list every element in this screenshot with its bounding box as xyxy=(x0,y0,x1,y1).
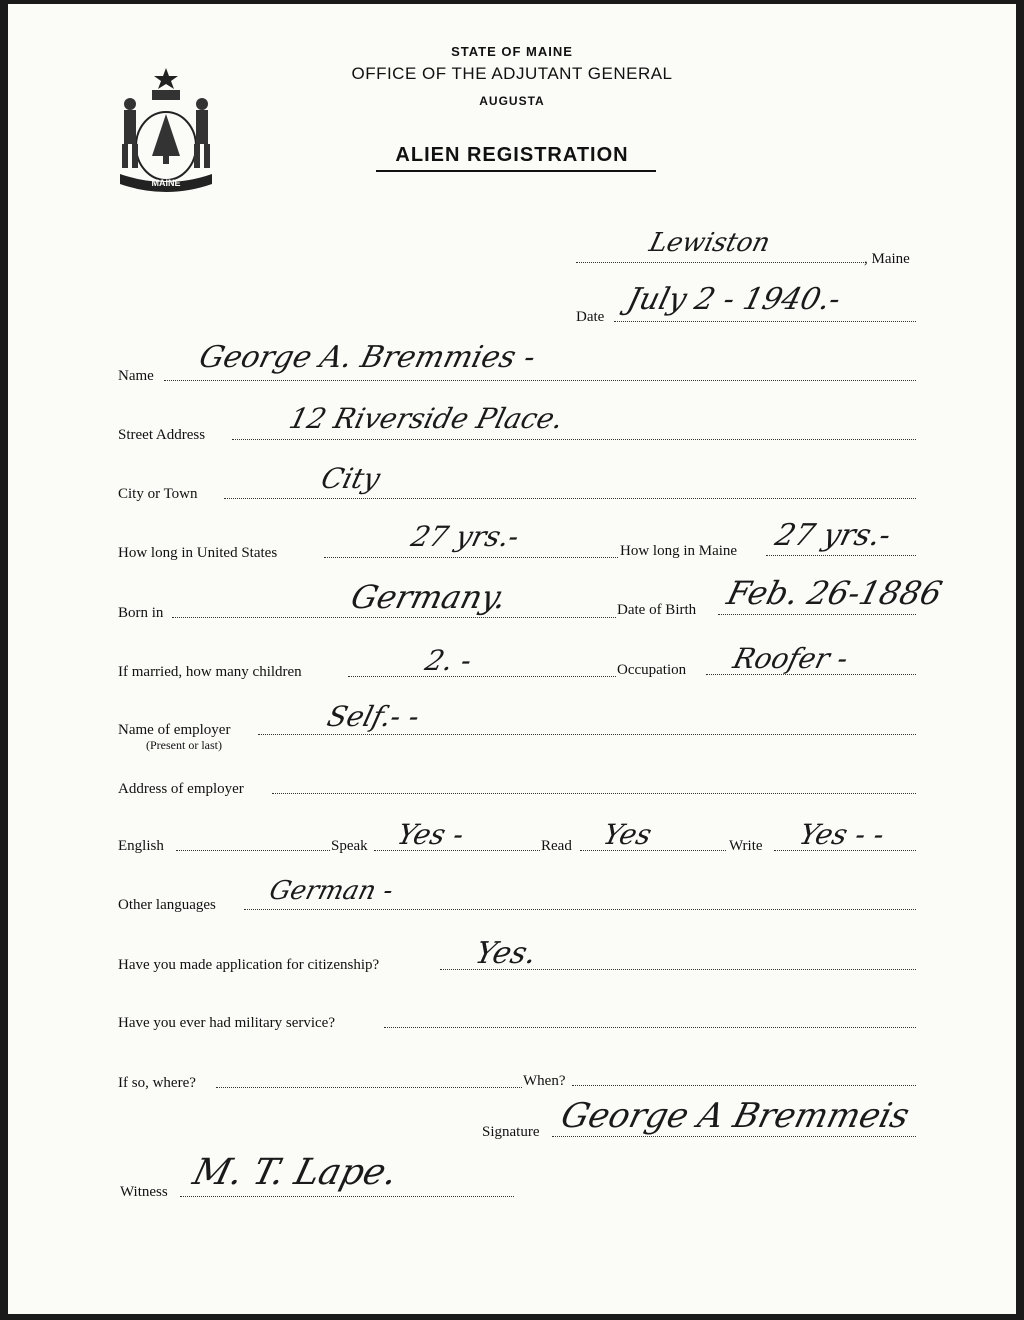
how-long-us-line xyxy=(324,557,618,558)
write-label: Write xyxy=(729,838,763,854)
how-long-maine-line xyxy=(766,555,916,556)
date-line xyxy=(614,321,916,322)
born-in-label: Born in xyxy=(118,605,164,621)
how-long-us-label: How long in United States xyxy=(118,545,278,561)
other-languages-label: Other languages xyxy=(118,897,216,913)
citizenship-label: Have you made application for citizenship? xyxy=(118,957,380,973)
read-label: Read xyxy=(541,838,572,854)
name-value: George A. Bremmies - xyxy=(195,340,540,375)
name-label: Name xyxy=(118,368,154,384)
town-value: Lewiston xyxy=(646,228,774,258)
where-line xyxy=(216,1087,522,1088)
name-line xyxy=(164,380,916,381)
children-line xyxy=(348,676,616,677)
header-state: STATE OF MAINE xyxy=(451,44,573,59)
citizenship-value: Yes. xyxy=(471,936,541,971)
signature-label: Signature xyxy=(482,1124,540,1140)
signature-value: George A Bremmeis xyxy=(557,1096,914,1136)
children-value: 2. - xyxy=(421,644,476,677)
how-long-maine-value: 27 yrs.- xyxy=(771,518,895,553)
when-label: When? xyxy=(523,1073,566,1089)
svg-text:MAINE: MAINE xyxy=(151,178,181,188)
other-languages-value: German - xyxy=(266,876,397,906)
city-line xyxy=(224,498,916,499)
employer-address-label: Address of employer xyxy=(118,781,244,797)
town-line xyxy=(576,262,866,263)
employer-address-line xyxy=(272,793,916,794)
date-label: Date xyxy=(576,309,605,325)
employer-name-label: Name of employer xyxy=(118,722,231,738)
witness-label: Witness xyxy=(120,1184,168,1200)
when-line xyxy=(572,1085,916,1086)
city-label: City or Town xyxy=(118,486,198,502)
date-value: July 2 - 1940.- xyxy=(623,282,845,317)
speak-value: Yes - xyxy=(393,818,468,851)
read-value: Yes xyxy=(599,818,656,851)
header-office: OFFICE OF THE ADJUTANT GENERAL xyxy=(351,64,673,83)
military-label: Have you ever had military service? xyxy=(118,1015,335,1031)
occupation-value: Roofer - xyxy=(729,642,852,675)
other-languages-line xyxy=(244,909,916,910)
english-label: English xyxy=(118,838,164,854)
military-line xyxy=(384,1027,916,1028)
date-of-birth-label: Date of Birth xyxy=(617,602,697,618)
how-long-us-value: 27 yrs.- xyxy=(407,520,523,553)
date-of-birth-line xyxy=(718,614,916,615)
witness-value: M. T. Lape. xyxy=(188,1152,402,1193)
english-line xyxy=(176,850,330,851)
children-label: If married, how many children xyxy=(118,664,302,680)
city-value: City xyxy=(317,462,384,495)
born-in-line xyxy=(172,617,616,618)
employer-name-line xyxy=(258,734,916,735)
signature-line xyxy=(552,1136,916,1137)
witness-line xyxy=(180,1196,514,1197)
street-address-label: Street Address xyxy=(118,427,206,443)
born-in-value: Germany. xyxy=(347,578,511,616)
occupation-label: Occupation xyxy=(617,662,687,678)
speak-label: Speak xyxy=(331,838,368,854)
form-title: ALIEN REGISTRATION xyxy=(395,144,629,166)
employer-name-value: Self.- - xyxy=(323,700,423,733)
date-of-birth-value: Feb. 26-1886 xyxy=(723,574,946,612)
where-label: If so, where? xyxy=(118,1075,196,1091)
maine-label: , Maine xyxy=(864,251,910,267)
street-address-value: 12 Riverside Place. xyxy=(285,402,567,435)
title-underline xyxy=(376,170,656,172)
write-value: Yes - - xyxy=(795,818,888,851)
how-long-maine-label: How long in Maine xyxy=(620,543,738,559)
street-address-line xyxy=(232,439,916,440)
employer-name-note: (Present or last) xyxy=(146,738,222,752)
header-city: AUGUSTA xyxy=(479,94,545,108)
